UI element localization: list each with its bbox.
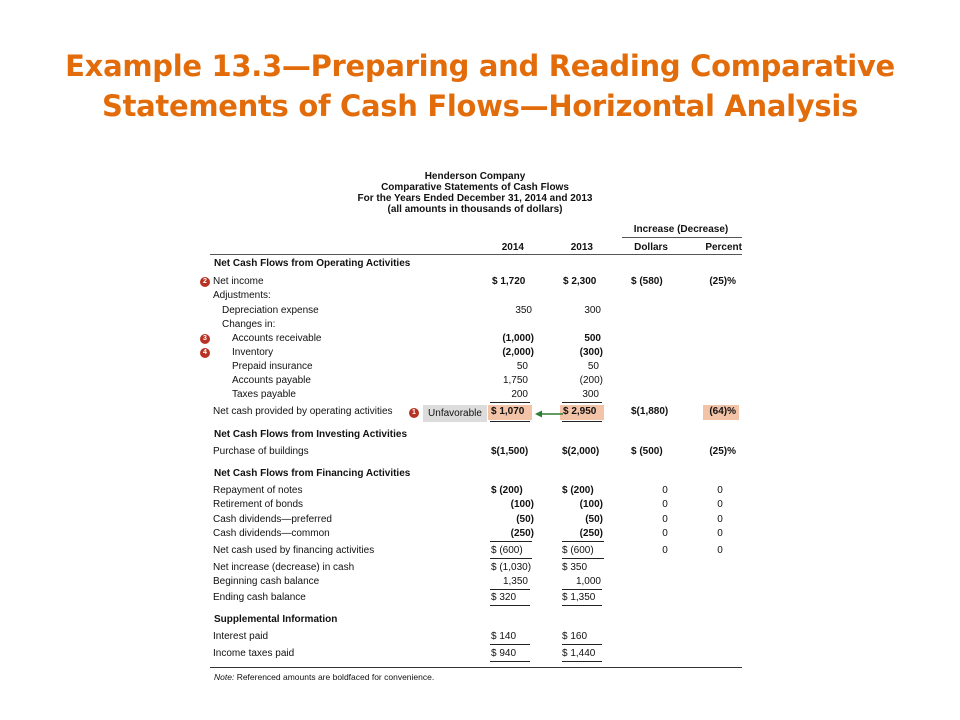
row-interest-paid-2014: $ 140 <box>491 631 517 642</box>
row-income-taxes-2014: $ 940 <box>491 648 517 659</box>
section-investing: Net Cash Flows from Investing Activities <box>214 429 408 440</box>
section-operating: Net Cash Flows from Operating Activities <box>214 258 411 269</box>
double-underline-operating-2014 <box>490 421 530 422</box>
row-purchase-buildings-2014: $(1,500) <box>491 446 529 457</box>
footnote-text: Referenced amounts are boldfaced for convenience. <box>234 672 435 682</box>
row-div-preferred-percent: 0 <box>717 514 723 525</box>
row-net-financing-2014: $ (600) <box>491 545 523 556</box>
increase-decrease-header: Increase (Decrease) <box>633 224 729 235</box>
arrow-left-icon <box>535 410 563 418</box>
header-rule <box>210 254 742 255</box>
row-retirement-bonds-label: Retirement of bonds <box>213 499 304 510</box>
slide-title-line-1: Example 13.3—Preparing and Reading Comparative <box>65 49 895 83</box>
callout-3-icon: 3 <box>200 334 210 344</box>
section-financing: Net Cash Flows from Financing Activities <box>214 468 411 479</box>
row-ending-cash-2014: $ 320 <box>491 592 517 603</box>
callout-4-icon: 4 <box>200 348 210 358</box>
row-div-common-dollars: 0 <box>662 528 668 539</box>
row-net-change-2013: $ 350 <box>562 562 588 573</box>
underline-interest-2014 <box>490 644 530 645</box>
row-net-financing-dollars: 0 <box>662 545 668 556</box>
row-retirement-bonds-dollars: 0 <box>662 499 668 510</box>
section-supplemental: Supplemental Information <box>214 614 338 625</box>
row-div-preferred-2014: (50) <box>516 514 534 525</box>
row-accounts-payable-2013: (200) <box>579 375 603 386</box>
row-net-operating-percent: (64)% <box>709 406 736 417</box>
statement-units: (all amounts in thousands of dollars) <box>387 204 563 215</box>
increase-header-rule <box>622 237 742 238</box>
row-accounts-receivable-2013: 500 <box>584 333 601 344</box>
double-underline-ending-2014-a <box>490 605 530 606</box>
row-prepaid-insurance-2014: 50 <box>516 361 528 372</box>
underline-financing-2013 <box>562 541 604 542</box>
row-depreciation-2013: 300 <box>584 305 601 316</box>
row-inventory-label: Inventory <box>232 347 274 358</box>
row-prepaid-insurance-2013: 50 <box>587 361 599 372</box>
row-interest-paid-2013: $ 160 <box>562 631 588 642</box>
row-interest-paid-label: Interest paid <box>213 631 269 642</box>
row-div-common-percent: 0 <box>717 528 723 539</box>
row-income-taxes-label: Income taxes paid <box>213 648 295 659</box>
row-net-change-2014: $ (1,030) <box>491 562 532 573</box>
row-inventory-2013: (300) <box>579 347 603 358</box>
callout-2-icon: 2 <box>200 277 210 287</box>
col-header-2014: 2014 <box>501 242 524 253</box>
row-net-income-label: Net income <box>213 276 264 287</box>
underline-beginning-2013 <box>562 589 602 590</box>
row-retirement-bonds-2014: (100) <box>510 499 534 510</box>
row-net-income-dollars: $ (580) <box>631 276 663 287</box>
row-net-income-2014: $ 1,720 <box>492 276 526 287</box>
row-repayment-notes-dollars: 0 <box>662 485 668 496</box>
row-net-income-2013: $ 2,300 <box>563 276 597 287</box>
col-header-percent: Percent <box>705 242 742 253</box>
row-repayment-notes-2014: $ (200) <box>491 485 523 496</box>
underline-interest-2013 <box>562 644 602 645</box>
row-repayment-notes-label: Repayment of notes <box>213 485 303 496</box>
double-underline-taxes-2014 <box>490 661 530 662</box>
row-purchase-buildings-dollars: $ (500) <box>631 446 663 457</box>
col-header-2013: 2013 <box>570 242 593 253</box>
row-net-income-percent: (25)% <box>709 276 736 287</box>
row-beginning-cash-label: Beginning cash balance <box>213 576 320 587</box>
row-div-preferred-2013: (50) <box>585 514 603 525</box>
row-net-financing-2013: $ (600) <box>562 545 594 556</box>
underline-beginning-2014 <box>490 589 530 590</box>
row-depreciation-label: Depreciation expense <box>222 305 319 316</box>
underline-operating-2014 <box>490 402 530 403</box>
row-net-operating-2013: $ 2,950 <box>563 406 597 417</box>
row-div-common-2013: (250) <box>579 528 603 539</box>
row-div-preferred-dollars: 0 <box>662 514 668 525</box>
slide-title-line-2: Statements of Cash Flows—Horizontal Analysis <box>102 89 858 123</box>
row-beginning-cash-2014: 1,350 <box>502 576 528 587</box>
row-taxes-payable-2014: 200 <box>511 389 528 400</box>
row-net-financing-label: Net cash used by financing activities <box>213 545 375 556</box>
row-repayment-notes-percent: 0 <box>717 485 723 496</box>
row-prepaid-insurance-label: Prepaid insurance <box>232 361 313 372</box>
row-accounts-receivable-2014: (1,000) <box>502 333 534 344</box>
row-repayment-notes-2013: $ (200) <box>562 485 594 496</box>
row-net-operating-dollars: $(1,880) <box>631 406 669 417</box>
slide-title <box>0 46 960 126</box>
row-net-change-label: Net increase (decrease) in cash <box>213 562 355 573</box>
row-net-financing-percent: 0 <box>717 545 723 556</box>
row-ending-cash-2013: $ 1,350 <box>562 592 596 603</box>
row-depreciation-2014: 350 <box>515 305 532 316</box>
row-accounts-payable-2014: 1,750 <box>502 375 528 386</box>
underline-operating-2013 <box>562 402 602 403</box>
col-header-dollars: Dollars <box>634 242 668 253</box>
row-retirement-bonds-2013: (100) <box>579 499 603 510</box>
footnote-label: Note: <box>214 672 235 682</box>
statement-name: Comparative Statements of Cash Flows <box>381 182 569 193</box>
underline-net-financing-2013 <box>562 558 604 559</box>
company-name: Henderson Company <box>424 171 526 182</box>
double-underline-operating-2013 <box>562 421 602 422</box>
row-div-common-2014: (250) <box>510 528 534 539</box>
row-inventory-2014: (2,000) <box>502 347 534 358</box>
row-div-preferred-label: Cash dividends—preferred <box>213 514 332 525</box>
row-net-operating-2014: $ 1,070 <box>491 406 525 417</box>
unfavorable-label: Unfavorable <box>423 405 487 422</box>
row-accounts-receivable-label: Accounts receivable <box>232 333 322 344</box>
row-net-operating-label: Net cash provided by operating activities <box>213 406 393 417</box>
callout-1-icon: 1 <box>409 408 419 418</box>
row-accounts-payable-label: Accounts payable <box>232 375 311 386</box>
row-div-common-label: Cash dividends—common <box>213 528 330 539</box>
row-adjustments-label: Adjustments: <box>213 290 271 301</box>
underline-financing-2014 <box>490 541 532 542</box>
row-retirement-bonds-percent: 0 <box>717 499 723 510</box>
footer-rule <box>210 667 742 668</box>
statement-period: For the Years Ended December 31, 2014 and 2013 <box>357 193 593 204</box>
row-purchase-buildings-percent: (25)% <box>709 446 736 457</box>
row-purchase-buildings-2013: $(2,000) <box>562 446 600 457</box>
footnote <box>214 671 434 683</box>
row-income-taxes-2013: $ 1,440 <box>562 648 596 659</box>
underline-net-financing-2014 <box>490 558 532 559</box>
row-ending-cash-label: Ending cash balance <box>213 592 306 603</box>
row-taxes-payable-2013: 300 <box>582 389 599 400</box>
double-underline-ending-2013-a <box>562 605 602 606</box>
row-beginning-cash-2013: 1,000 <box>575 576 601 587</box>
row-changes-in-label: Changes in: <box>222 319 276 330</box>
double-underline-taxes-2013 <box>562 661 602 662</box>
row-purchase-buildings-label: Purchase of buildings <box>213 446 309 457</box>
row-taxes-payable-label: Taxes payable <box>232 389 296 400</box>
